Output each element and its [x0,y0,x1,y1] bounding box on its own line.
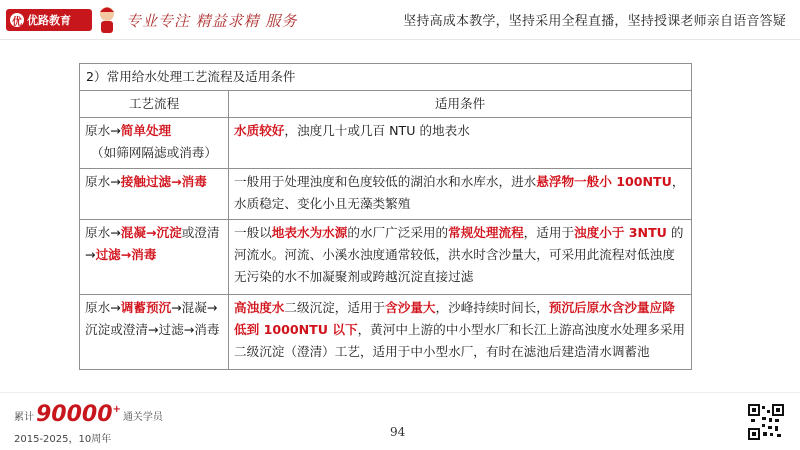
condition-text: ，适用于 [523,225,575,240]
table-row [80,220,692,295]
qr-code-icon [748,404,784,440]
logo-mark-icon: 优 [10,13,24,27]
table-header-row [80,91,692,118]
condition-cell [229,295,692,370]
anniversary-text: 2015-2025，10周年 [14,434,112,445]
header-divider [0,39,800,40]
logo-text: 优路教育 [27,14,71,27]
condition-text: ，黄河中上游的中小型水厂和长江上游高浊度水处理多采用二级沉淀（澄清）工艺，适用于中小型水厂，有时在滤池后建造清水调蓄池 [234,322,685,359]
brand-logo [6,9,92,31]
handwritten-slogan: 专业专注 精益求精 服务 [126,12,298,30]
process-text: 原水→ [85,123,121,138]
condition-cell [229,169,692,220]
condition-highlight: 含沙量大 [385,300,436,315]
stat-number: 90000 [36,402,113,427]
stat-plus: + [112,404,121,415]
water-treatment-table [79,63,692,370]
process-text: 原水→ [85,225,121,240]
condition-text: 一般以 [234,225,272,240]
process-text: →混凝→沉淀或澄清→过滤→消毒 [85,300,220,337]
process-highlight: 接触过滤→消毒 [120,174,207,189]
page-number: 94 [390,425,406,439]
process-highlight: 过滤→消毒 [95,247,157,262]
condition-text: 一般用于处理浊度和色度较低的湖泊水和水库水，进水 [234,174,537,189]
process-note: （如筛网隔滤或消毒） [91,145,217,160]
condition-highlight: 浊度小于 3NTU [574,225,667,240]
table-row [80,118,692,169]
mascot-icon [96,5,118,35]
condition-text: ，水质稳定、变化小且无藻类繁殖 [234,174,685,211]
table-row [80,295,692,370]
condition-text: 的河流水。河流、小溪水浊度通常较低，洪水时含沙量大，可采用此流程对低浊度无污染的水不加凝聚剂或跨越沉淀直接过滤 [234,225,684,284]
process-cell [80,295,229,370]
process-text: 原水→ [85,174,121,189]
student-count-stat [14,404,163,426]
process-cell [80,220,229,295]
process-cell [80,169,229,220]
process-text: 或澄清→ [85,225,220,262]
condition-text: 二级沉淀，适用于 [284,300,386,315]
condition-highlight: 地表水为水源 [271,225,348,240]
process-text: 原水→ [85,300,121,315]
condition-cell [229,220,692,295]
table-row [80,169,692,220]
condition-highlight: 悬浮物一般小 100NTU [536,174,672,189]
process-highlight: 调蓄预沉 [120,300,172,315]
process-highlight: 混凝→沉淀 [120,225,182,240]
condition-highlight: 水质较好 [234,123,285,138]
process-highlight: 简单处理 [120,123,172,138]
condition-cell [229,118,692,169]
condition-text: 的水厂广泛采用的 [347,225,449,240]
column-header-condition: 适用条件 [229,91,692,118]
top-header [0,0,800,40]
condition-text: ，浊度几十或几百 NTU 的地表水 [284,123,470,138]
footer-divider [0,392,800,393]
condition-highlight: 常规处理流程 [448,225,524,240]
process-cell [80,118,229,169]
table-caption-row [80,64,692,91]
stat-suffix: 通关学员 [122,412,163,423]
condition-highlight: 高浊度水 [234,300,285,315]
column-header-process: 工艺流程 [80,91,229,118]
condition-highlight: 预沉后原水含沙量应降低到 1000NTU 以下 [234,300,675,337]
header-tagline: 坚持高成本教学，坚持采用全程直播，坚持授课老师亲自语音答疑 [403,14,786,29]
condition-text: ，沙峰持续时间长， [435,300,549,315]
table-caption: 2）常用给水处理工艺流程及适用条件 [80,64,692,91]
stat-prefix: 累计 [14,412,34,423]
